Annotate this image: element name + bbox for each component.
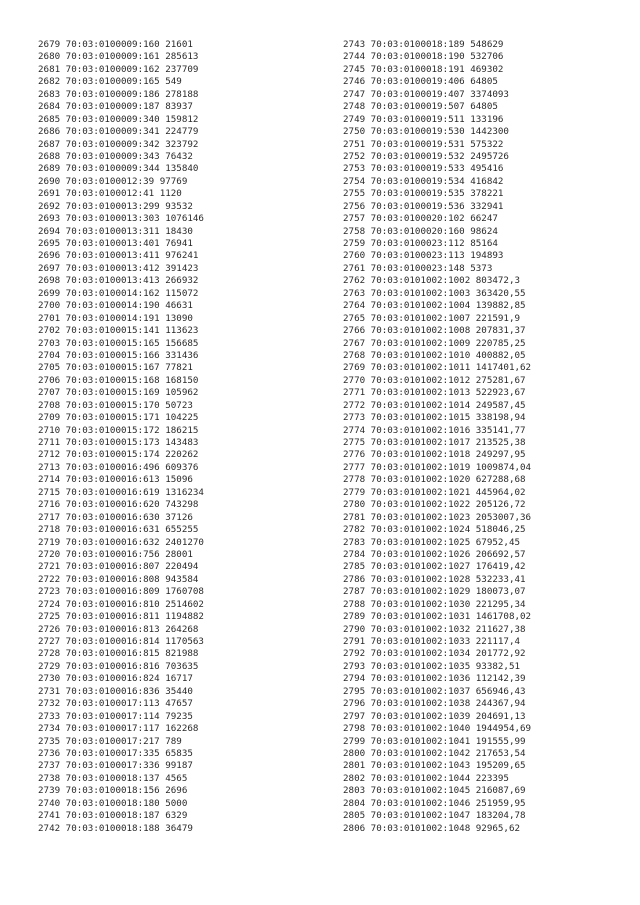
list-item: 2735 70:03:0100017:217 789 [38, 735, 182, 747]
list-item: 2738 70:03:0100018:137 4565 [38, 772, 188, 784]
list-item: 2774 70:03:0101002:1016 335141,77 [343, 424, 526, 436]
list-item: 2779 70:03:0101002:1021 445964,02 [343, 486, 526, 498]
list-item: 2749 70:03:0100019:511 133196 [343, 113, 504, 125]
list-item: 2713 70:03:0100016:496 609376 [38, 461, 199, 473]
list-item: 2791 70:03:0101002:1033 221117,4 [343, 636, 521, 647]
list-item: 2786 70:03:0101002:1028 532233,41 [343, 573, 526, 585]
list-item: 2770 70:03:0101002:1012 275281,67 [343, 374, 526, 386]
right-column-list [343, 39, 531, 835]
list-item: 2697 70:03:0100013:412 391423 [38, 262, 199, 274]
list-item: 2733 70:03:0100017:114 79235 [38, 710, 193, 722]
list-item: 2756 70:03:0100019:536 332941 [343, 200, 504, 212]
list-item: 2801 70:03:0101002:1043 195209,65 [343, 760, 526, 772]
list-item: 2800 70:03:0101002:1042 217653,54 [343, 747, 526, 759]
list-item: 2712 70:03:0100015:174 220262 [38, 449, 199, 461]
list-item: 2707 70:03:0100015:169 105962 [38, 387, 199, 399]
list-item: 2741 70:03:0100018:187 6329 [38, 810, 188, 822]
list-item: 2788 70:03:0101002:1030 221295,34 [343, 598, 526, 610]
list-item: 2754 70:03:0100019:534 416842 [343, 175, 504, 187]
list-item: 2803 70:03:0101002:1045 216087,69 [343, 785, 526, 797]
left-column-list [38, 39, 204, 835]
list-item: 2784 70:03:0101002:1026 206692,57 [343, 548, 526, 560]
list-item: 2742 70:03:0100018:188 36479 [38, 822, 193, 834]
list-item: 2692 70:03:0100013:299 93532 [38, 200, 193, 212]
list-item: 2717 70:03:0100016:630 37126 [38, 511, 193, 523]
list-item: 2708 70:03:0100015:170 50723 [38, 399, 193, 411]
list-item: 2777 70:03:0101002:1019 1009874,04 [343, 461, 532, 473]
list-item: 2683 70:03:0100009:186 278188 [38, 88, 199, 100]
list-item: 2685 70:03:0100009:340 159812 [38, 113, 199, 125]
list-item: 2702 70:03:0100015:141 113623 [38, 325, 199, 337]
list-item: 2724 70:03:0100016:810 2514602 [38, 598, 204, 610]
list-item: 2789 70:03:0101002:1031 1461708,02 [343, 611, 532, 623]
list-item: 2780 70:03:0101002:1022 205126,72 [343, 499, 526, 511]
list-item: 2745 70:03:0100018:191 469302 [343, 63, 504, 75]
list-item: 2686 70:03:0100009:341 224779 [38, 126, 199, 138]
list-item: 2744 70:03:0100018:190 532706 [343, 51, 504, 63]
list-item: 2736 70:03:0100017:335 65835 [38, 747, 193, 759]
list-item: 2797 70:03:0101002:1039 204691,13 [343, 710, 526, 722]
list-item: 2757 70:03:0100020:102 66247 [343, 213, 498, 225]
list-item: 2752 70:03:0100019:532 2495726 [343, 150, 509, 162]
list-item: 2689 70:03:0100009:344 135840 [38, 163, 199, 175]
list-item: 2761 70:03:0100023:148 5373 [343, 262, 493, 274]
list-item: 2714 70:03:0100016:613 15096 [38, 474, 193, 486]
list-item: 2746 70:03:0100019:406 64805 [343, 76, 498, 88]
list-item: 2794 70:03:0101002:1036 112142,39 [343, 673, 526, 685]
list-item: 2694 70:03:0100013:311 18430 [38, 225, 193, 237]
list-item: 2720 70:03:0100016:756 28001 [38, 548, 193, 560]
list-item: 2681 70:03:0100009:162 237709 [38, 63, 199, 75]
list-item: 2687 70:03:0100009:342 323792 [38, 138, 199, 150]
list-item: 2804 70:03:0101002:1046 251959,95 [343, 797, 526, 809]
list-item: 2785 70:03:0101002:1027 176419,42 [343, 561, 526, 573]
list-item: 2709 70:03:0100015:171 104225 [38, 412, 199, 424]
list-item: 2759 70:03:0100023:112 85164 [343, 238, 498, 249]
list-item: 2798 70:03:0101002:1040 1944954,69 [343, 723, 532, 735]
list-item: 2783 70:03:0101002:1025 67952,45 [343, 536, 521, 548]
list-item: 2750 70:03:0100019:530 1442300 [343, 126, 509, 138]
list-item: 2726 70:03:0100016:813 264268 [38, 623, 199, 635]
list-item: 2698 70:03:0100013:413 266932 [38, 275, 199, 287]
list-item: 2696 70:03:0100013:411 976241 [38, 250, 199, 262]
list-item: 2782 70:03:0101002:1024 518046,25 [343, 524, 526, 536]
list-item: 2703 70:03:0100015:165 156685 [38, 337, 199, 349]
list-item: 2710 70:03:0100015:172 186215 [38, 424, 199, 436]
list-item: 2765 70:03:0101002:1007 221591,9 [343, 312, 521, 324]
list-item: 2766 70:03:0101002:1008 207831,37 [343, 325, 526, 337]
list-item: 2679 70:03:0100009:160 21601 [38, 39, 193, 50]
list-item: 2769 70:03:0101002:1011 1417401,62 [343, 362, 532, 374]
list-item: 2725 70:03:0100016:811 1194882 [38, 611, 204, 623]
list-item: 2721 70:03:0100016:807 220494 [38, 561, 199, 573]
list-item: 2805 70:03:0101002:1047 183204,78 [343, 810, 526, 822]
list-item: 2743 70:03:0100018:189 548629 [343, 39, 504, 50]
list-item: 2739 70:03:0100018:156 2696 [38, 785, 188, 797]
list-item: 2767 70:03:0101002:1009 220785,25 [343, 337, 526, 349]
list-item: 2775 70:03:0101002:1017 213525,38 [343, 437, 526, 448]
list-item: 2755 70:03:0100019:535 378221 [343, 188, 504, 200]
list-item: 2695 70:03:0100013:401 76941 [38, 238, 193, 249]
list-item: 2763 70:03:0101002:1003 363420,55 [343, 287, 526, 299]
list-item: 2691 70:03:0100012:41 1120 [38, 188, 182, 200]
list-item: 2778 70:03:0101002:1020 627288,68 [343, 474, 526, 486]
list-item: 2776 70:03:0101002:1018 249297,95 [343, 449, 526, 461]
list-item: 2758 70:03:0100020:160 98624 [343, 225, 498, 237]
list-item: 2732 70:03:0100017:113 47657 [38, 698, 193, 710]
list-item: 2690 70:03:0100012:39 97769 [38, 175, 188, 187]
list-item: 2792 70:03:0101002:1034 201772,92 [343, 648, 526, 660]
list-item: 2718 70:03:0100016:631 655255 [38, 524, 199, 536]
list-item: 2753 70:03:0100019:533 495416 [343, 163, 504, 175]
list-item: 2682 70:03:0100009:165 549 [38, 76, 182, 88]
list-item: 2715 70:03:0100016:619 1316234 [38, 486, 204, 498]
list-item: 2793 70:03:0101002:1035 93382,51 [343, 660, 521, 672]
list-item: 2806 70:03:0101002:1048 92965,62 [343, 822, 521, 834]
list-item: 2693 70:03:0100013:303 1076146 [38, 213, 204, 225]
list-item: 2729 70:03:0100016:816 703635 [38, 660, 199, 672]
list-item: 2762 70:03:0101002:1002 803472,3 [343, 275, 521, 287]
list-item: 2711 70:03:0100015:173 143483 [38, 437, 199, 448]
list-item: 2684 70:03:0100009:187 83937 [38, 101, 193, 113]
list-item: 2728 70:03:0100016:815 821988 [38, 648, 199, 660]
list-item: 2802 70:03:0101002:1044 223395 [343, 772, 509, 784]
list-item: 2723 70:03:0100016:809 1760708 [38, 586, 204, 598]
list-item: 2771 70:03:0101002:1013 522923,67 [343, 387, 526, 399]
list-item: 2787 70:03:0101002:1029 180073,07 [343, 586, 526, 598]
list-item: 2781 70:03:0101002:1023 2053007,36 [343, 511, 532, 523]
list-item: 2790 70:03:0101002:1032 211627,38 [343, 623, 526, 635]
list-item: 2716 70:03:0100016:620 743298 [38, 499, 199, 511]
list-item: 2706 70:03:0100015:168 168150 [38, 374, 199, 386]
list-item: 2740 70:03:0100018:180 5000 [38, 797, 188, 809]
list-item: 2722 70:03:0100016:808 943584 [38, 573, 199, 585]
list-item: 2705 70:03:0100015:167 77821 [38, 362, 193, 374]
list-item: 2772 70:03:0101002:1014 249587,45 [343, 399, 526, 411]
list-item: 2751 70:03:0100019:531 575322 [343, 138, 504, 150]
list-item: 2734 70:03:0100017:117 162268 [38, 723, 199, 735]
list-item: 2688 70:03:0100009:343 76432 [38, 150, 193, 162]
list-item: 2701 70:03:0100014:191 13090 [38, 312, 193, 324]
list-item: 2747 70:03:0100019:407 3374093 [343, 88, 509, 100]
list-item: 2764 70:03:0101002:1004 139882,85 [343, 300, 526, 312]
list-item: 2796 70:03:0101002:1038 244367,94 [343, 698, 526, 710]
list-item: 2699 70:03:0100014:162 115072 [38, 287, 199, 299]
list-item: 2680 70:03:0100009:161 285613 [38, 51, 199, 63]
list-item: 2768 70:03:0101002:1010 400882,05 [343, 349, 526, 361]
list-item: 2700 70:03:0100014:190 46631 [38, 300, 193, 312]
list-item: 2773 70:03:0101002:1015 338198,94 [343, 412, 526, 424]
list-item: 2748 70:03:0100019:507 64805 [343, 101, 498, 113]
list-item: 2730 70:03:0100016:824 16717 [38, 673, 193, 685]
list-item: 2760 70:03:0100023:113 194893 [343, 250, 504, 262]
list-item: 2727 70:03:0100016:814 1170563 [38, 636, 204, 647]
list-item: 2795 70:03:0101002:1037 656946,43 [343, 685, 526, 697]
list-item: 2799 70:03:0101002:1041 191555,99 [343, 735, 526, 747]
list-item: 2731 70:03:0100016:836 35440 [38, 685, 193, 697]
list-item: 2719 70:03:0100016:632 2401270 [38, 536, 204, 548]
list-item: 2737 70:03:0100017:336 99187 [38, 760, 193, 772]
list-item: 2704 70:03:0100015:166 331436 [38, 349, 199, 361]
